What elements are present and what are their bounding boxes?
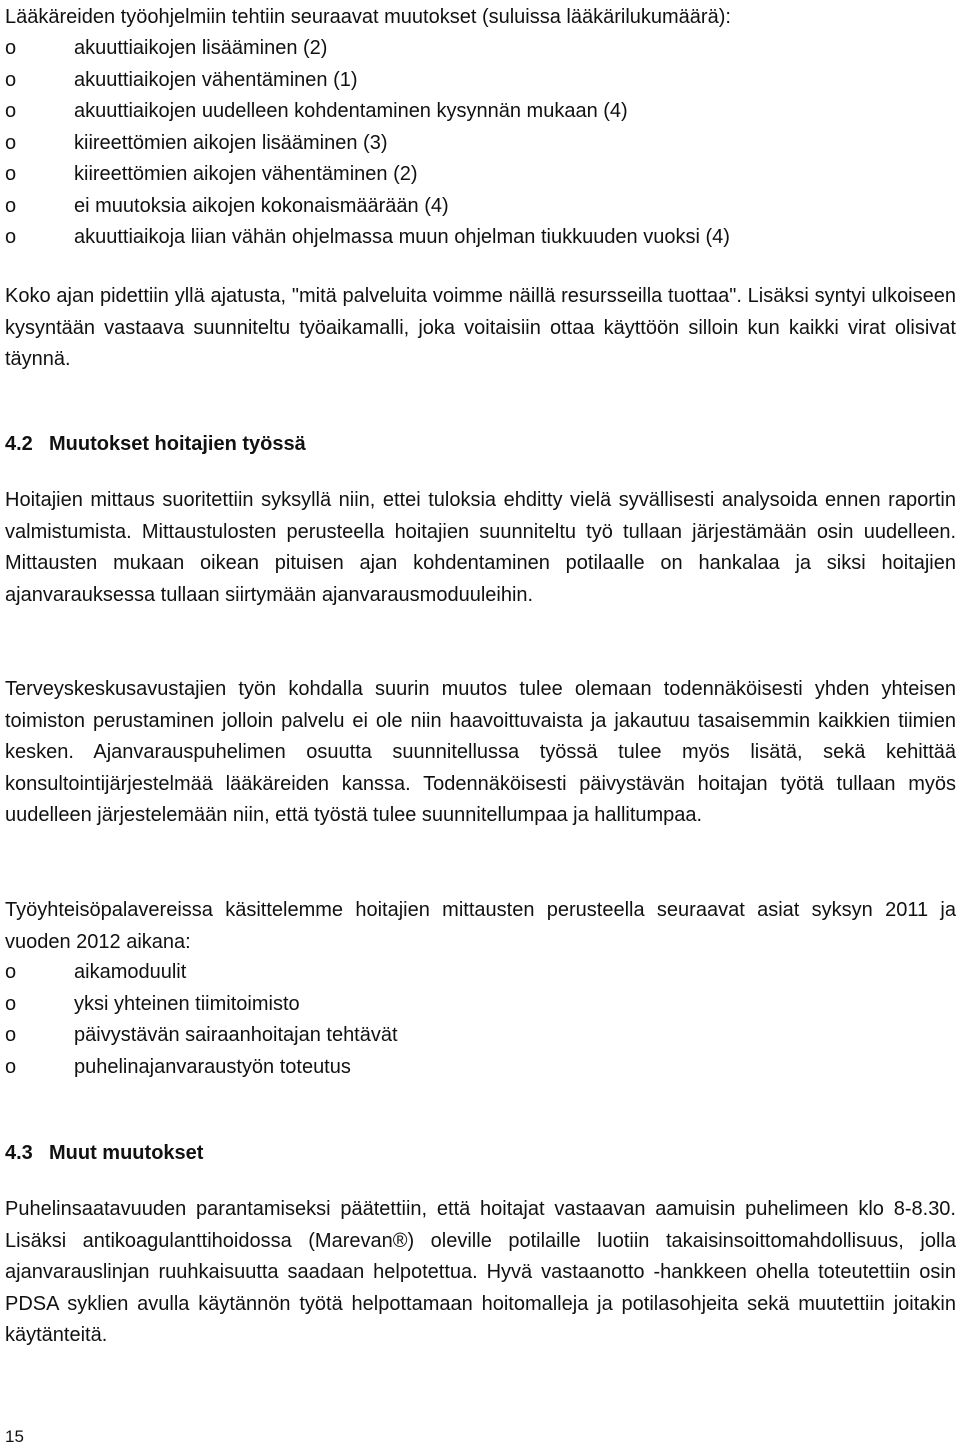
bullet-icon: o xyxy=(5,961,17,983)
list-item-text: ei muutoksia aikojen kokonaismäärään (4) xyxy=(74,194,449,217)
list-item xyxy=(5,1052,956,1084)
list-item xyxy=(5,159,956,191)
list-item-text: yksi yhteinen tiimitoimisto xyxy=(74,992,300,1015)
list-item xyxy=(5,1020,956,1052)
list-item xyxy=(5,96,956,128)
paragraph: Puhelinsaatavuuden parantamiseksi päätettiin, että hoitajat vastaavan aamuisin puhelimeen klo 8-8.30. Lisäksi antikoagulanttihoidossa (Marevan®) oleville potilaille luotiin takaisinsoittomahdollisuus, jolla ajanvarauslinjan ruuhkaisuutta saadaan helpotettua. Hyvä vastaanotto -hankkeen ohella toteutettiin osin PDSA syklien avulla käytännön työtä helpottamaan hoitomalleja ja potilasohjeita sekä muutettiin joitakin käytänteitä. xyxy=(5,1198,956,1346)
section-number: 4.3 xyxy=(5,1142,33,1164)
bullet-icon: o xyxy=(5,37,17,59)
list-item xyxy=(5,957,956,989)
page-number: 15 xyxy=(5,1427,24,1446)
bullet-icon: o xyxy=(5,100,17,122)
bullet-icon: o xyxy=(5,163,17,185)
bullet-icon: o xyxy=(5,1055,17,1078)
list-item-text: kiireettömien aikojen vähentäminen (2) xyxy=(74,163,418,185)
list-item-text: akuuttiaikojen uudelleen kohdentaminen kysynnän mukaan (4) xyxy=(74,100,628,122)
bullet-icon: o xyxy=(5,68,17,91)
bullet-icon: o xyxy=(5,226,17,248)
paragraph: Terveyskeskusavustajien työn kohdalla suurin muutos tulee olemaan todennäköisesti yhden yhteisen toimiston perustaminen jolloin palvelu ei ole niin haavoittuvaista ja jakautuu tasaisemmin kaikkien tiimien kesken. Ajanvarauspuhelimen osuutta suunnitellussa työssä tulee myös lisätä, sekä kehittää konsultointijärjestelmää lääkäreiden kanssa. Todennäköisesti päivystävän hoitajan työtä tullaan myös uudelleen järjestelemään niin, että työstä tulee suunnitellumpaa ja hallitumpaa. xyxy=(5,678,956,826)
paragraph: Hoitajien mittaus suoritettiin syksyllä niin, ettei tuloksia ehditty vielä syvällisesti analysoida ennen raportin valmistumista. Mittaustulosten perusteella hoitajien suunniteltu työ tullaan järjestämään osin uudelleen. Mittausten mukaan oikean pituisen ajan kohdentaminen potilaalle on hankalaa ja siksi hoitajien ajanvarauksessa tullaan siirtymään ajanvarausmoduuleihin. xyxy=(5,489,956,606)
list-item xyxy=(5,989,956,1021)
list-item-text: päivystävän sairaanhoitajan tehtävät xyxy=(74,1024,398,1046)
list-item xyxy=(5,33,956,65)
paragraph: Koko ajan pidettiin yllä ajatusta, "mitä palveluita voimme näillä resursseilla tuottaa". Lisäksi syntyi ulkoiseen kysyntään vastaava suunniteltu työaikamalli, joka voitaisiin ottaa käyttöön silloin kun kaikki virat olisivat täynnä. xyxy=(5,285,956,370)
list-item-text: akuuttiaikojen lisääminen (2) xyxy=(74,37,328,59)
section-title: Muut muutokset xyxy=(49,1142,204,1164)
list-item xyxy=(5,65,956,97)
physician-changes-list xyxy=(5,33,956,254)
list-item xyxy=(5,191,956,223)
bullet-icon: o xyxy=(5,992,17,1015)
list-item-text: kiireettömien aikojen lisääminen (3) xyxy=(74,131,388,154)
list-item-text: aikamoduulit xyxy=(74,961,187,983)
bullet-icon: o xyxy=(5,131,17,154)
list-item xyxy=(5,128,956,160)
section-number: 4.2 xyxy=(5,433,33,455)
bullet-icon: o xyxy=(5,194,17,217)
meeting-topics-list xyxy=(5,957,956,1083)
list-item-text: akuuttiaikojen vähentäminen (1) xyxy=(74,68,358,91)
section-heading xyxy=(5,429,306,461)
intro-text: Lääkäreiden työohjelmiin tehtiin seuraavat muutokset (suluissa lääkärilukumäärä): xyxy=(5,6,731,28)
section-title: Muutokset hoitajien työssä xyxy=(49,433,306,455)
list-item-text: akuuttiaikoja liian vähän ohjelmassa muun ohjelman tiukkuuden vuoksi (4) xyxy=(74,226,730,248)
paragraph: Työyhteisöpalavereissa käsittelemme hoitajien mittausten perusteella seuraavat asiat syksyn 2011 ja vuoden 2012 aikana: xyxy=(5,899,956,953)
list-item xyxy=(5,222,956,254)
list-item-text: puhelinajanvaraustyön toteutus xyxy=(74,1055,351,1078)
bullet-icon: o xyxy=(5,1024,17,1046)
section-heading xyxy=(5,1138,203,1170)
